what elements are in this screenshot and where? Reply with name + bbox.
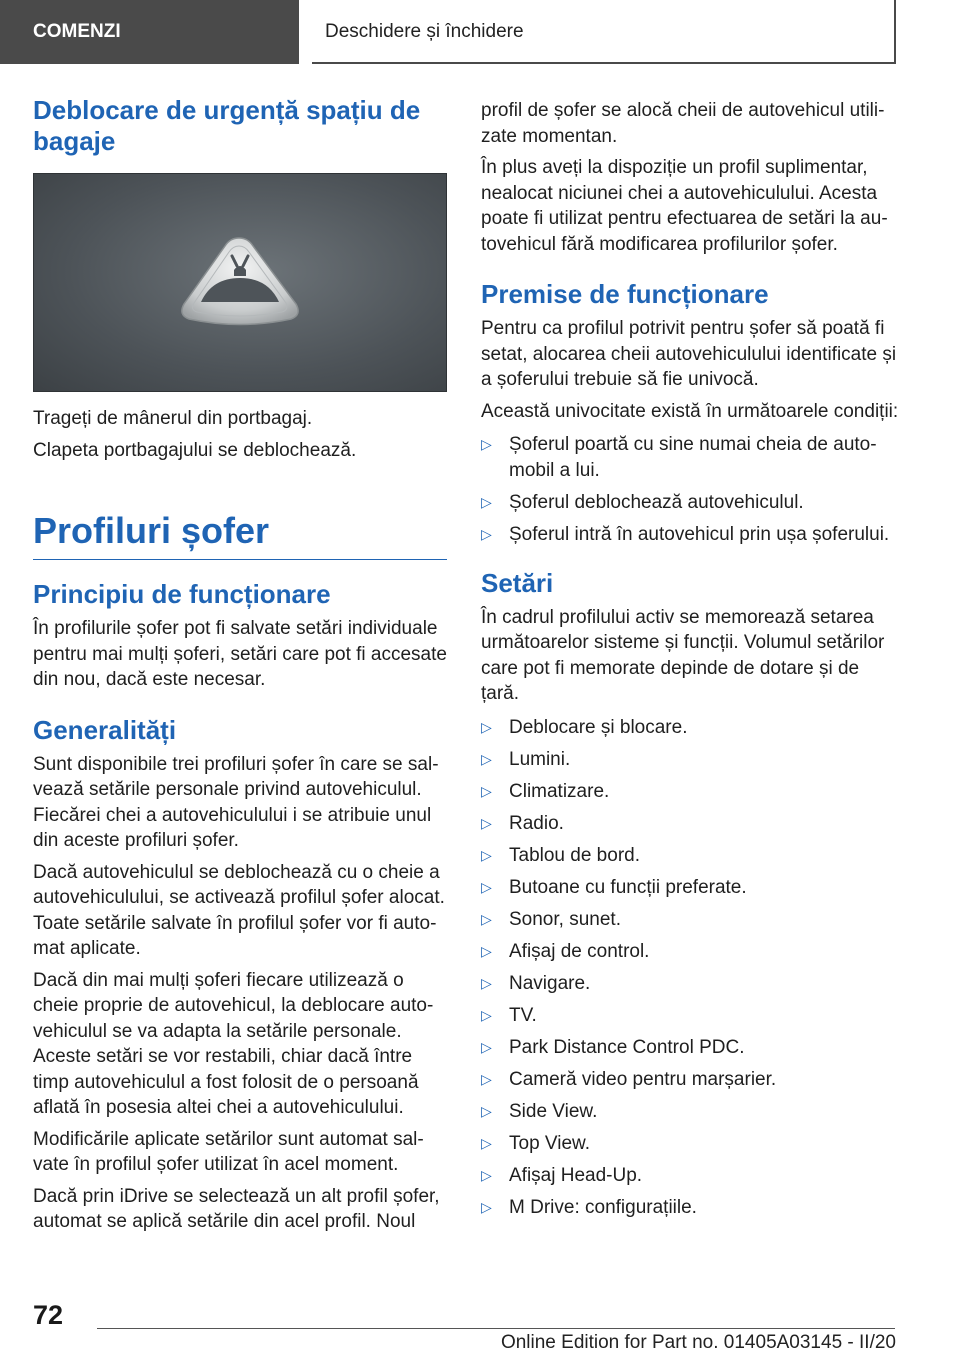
list-item: ▷ Afișaj Head-Up. — [481, 1163, 901, 1189]
text-lid-unlocks: Clapeta portbagajului se deblochează. — [33, 439, 357, 461]
page-number: 72 — [33, 1300, 64, 1330]
list-item: ▷ Radio. — [481, 811, 901, 837]
list-item: ▷ Tablou de bord. — [481, 843, 901, 869]
list-item: ▷ Lumini. — [481, 747, 901, 773]
triangle-right-outline-icon: ▷ — [481, 436, 492, 452]
triangle-right-outline-icon: ▷ — [481, 782, 492, 799]
header-chapter: Deschidere și închidere — [312, 0, 896, 64]
text-prerequisites: Pentru ca profilul potrivit pentru șofer să poată fi setat, alocarea cheii autovehiculului identificate și a șoferului trebuie să fie univocă. — [481, 318, 897, 390]
heading-driver-profiles: Profiluri șofer — [33, 510, 270, 551]
footer-rule — [97, 1328, 895, 1329]
footer-edition: Online Edition for Part no. 01405A03145 - II/20 — [500, 1332, 896, 1353]
text-general-1: Sunt disponibile trei profiluri șofer în care se salvează setările personale privind autovehiculul. Fiecărei chei a autovehiculului i se atribuie unul din aceste profiluri șofer. — [33, 753, 439, 851]
list-item: ▷ Afișaj de control. — [481, 939, 901, 965]
heading-general: Generalități — [33, 714, 177, 745]
triangle-right-outline-icon: ▷ — [481, 1198, 492, 1215]
triangle-right-outline-icon: ▷ — [481, 1006, 492, 1023]
trunk-release-illustration — [33, 173, 447, 392]
text-general-4: Modificările aplicate setărilor sunt automat salvate în profilul șofer utilizat în acel moment. — [33, 1128, 424, 1175]
right-column — [481, 98, 901, 1227]
text-general-3: Dacă din mai mulți șoferi fiecare utilizează o cheie proprie de autovehicul, la deblocare autovehiculul se va adapta la setările personale. Aceste setări se vor restabili, chiar dacă între timp autovehiculul a fost folosit de o persoană aflată în posesia altei chei a autovehiculului. — [33, 969, 434, 1118]
list-item: ▷ Butoane cu funcții preferate. — [481, 875, 901, 901]
text-settings: În cadrul profilului activ se memorează setarea următoarelor sisteme și funcții. Volumul setărilor care pot fi memorate depinde de dotare și de țară. — [481, 606, 885, 704]
list-item: ▷ TV. — [481, 1003, 901, 1029]
left-column — [33, 95, 447, 1235]
triangle-right-outline-icon: ▷ — [481, 1166, 492, 1183]
triangle-right-outline-icon: ▷ — [481, 525, 492, 542]
list-item: ▷ Climatizare. — [481, 779, 901, 805]
trunk-emergency-release-handle-icon — [34, 174, 446, 391]
text-pull-handle: Trageți de mânerul din portbagaj. — [33, 408, 313, 429]
conditions-list — [481, 432, 901, 547]
text-guest-profile: În plus aveți la dispoziție un profil suplimentar, nealocat niciunei chei a autovehiculului. Acesta poate fi utilizat pentru efectuarea de setări la autovehicul fără modificarea profilurilor șofer. — [481, 157, 888, 255]
text-general-5: Dacă prin iDrive se selectează un alt profil șofer, automat se aplică setările din acel profil. Noul — [33, 1185, 440, 1232]
triangle-right-outline-icon: ▷ — [481, 910, 492, 927]
triangle-right-outline-icon: ▷ — [481, 814, 492, 831]
section-title-rule — [33, 509, 447, 560]
triangle-right-outline-icon: ▷ — [481, 846, 492, 863]
list-item: ▷ Top View. — [481, 1131, 901, 1157]
list-item: ▷ Deblocare și blocare. — [481, 715, 901, 741]
list-item: ▷ Side View. — [481, 1099, 901, 1125]
heading-operating-principle: Principiu de funcționare — [33, 579, 331, 609]
triangle-right-outline-icon: ▷ — [481, 750, 492, 767]
text-general-2: Dacă autovehiculul se deblochează cu o cheie a autovehiculului, se activează profilul șofer alocat. Toate setările salvate în profilul șofer vor fi automat aplicate. — [33, 861, 445, 959]
triangle-right-outline-icon: ▷ — [481, 1070, 492, 1087]
triangle-right-outline-icon: ▷ — [481, 1134, 492, 1151]
list-item: ▷ Cameră video pentru marșarier. — [481, 1067, 901, 1093]
heading-emergency-unlock: Deblocare de urgență spațiu de bagaje — [33, 95, 421, 156]
triangle-right-outline-icon: ▷ — [481, 1038, 492, 1055]
list-item: ▷ Șoferul intră în autovehicul prin ușa șoferului. — [481, 522, 901, 548]
triangle-right-outline-icon: ▷ — [481, 942, 492, 959]
list-item: ▷ M Drive: configurațiile. — [481, 1195, 901, 1221]
list-item: ▷ Șoferul deblochează autovehiculul. — [481, 490, 901, 516]
triangle-right-outline-icon: ▷ — [481, 493, 492, 510]
text-conditions-intro: Această univocitate există în următoarele condiții: — [481, 400, 899, 422]
text-continued: profil de șofer se alocă cheii de autovehicul utilizate momentan. — [481, 100, 885, 147]
header-section: COMENZI — [0, 0, 299, 64]
triangle-right-outline-icon: ▷ — [481, 1102, 492, 1119]
list-item: ▷ Șoferul poartă cu sine numai cheia de automobil a lui. — [481, 434, 877, 481]
list-item: ▷ Navigare. — [481, 971, 901, 997]
heading-settings: Setări — [481, 567, 554, 598]
triangle-right-outline-icon: ▷ — [481, 718, 492, 735]
triangle-right-outline-icon: ▷ — [481, 878, 492, 895]
list-item: ▷ Park Distance Control PDC. — [481, 1035, 901, 1061]
triangle-right-outline-icon: ▷ — [481, 974, 492, 991]
text-principle: În profilurile șofer pot fi salvate setări individuale pentru mai mulți șoferi, setări care pot fi accesate din nou, dacă este necesar. — [33, 618, 447, 690]
list-item: ▷ Sonor, sunet. — [481, 907, 901, 933]
heading-prerequisites: Premise de funcționare — [481, 279, 769, 309]
settings-list — [481, 715, 901, 1221]
